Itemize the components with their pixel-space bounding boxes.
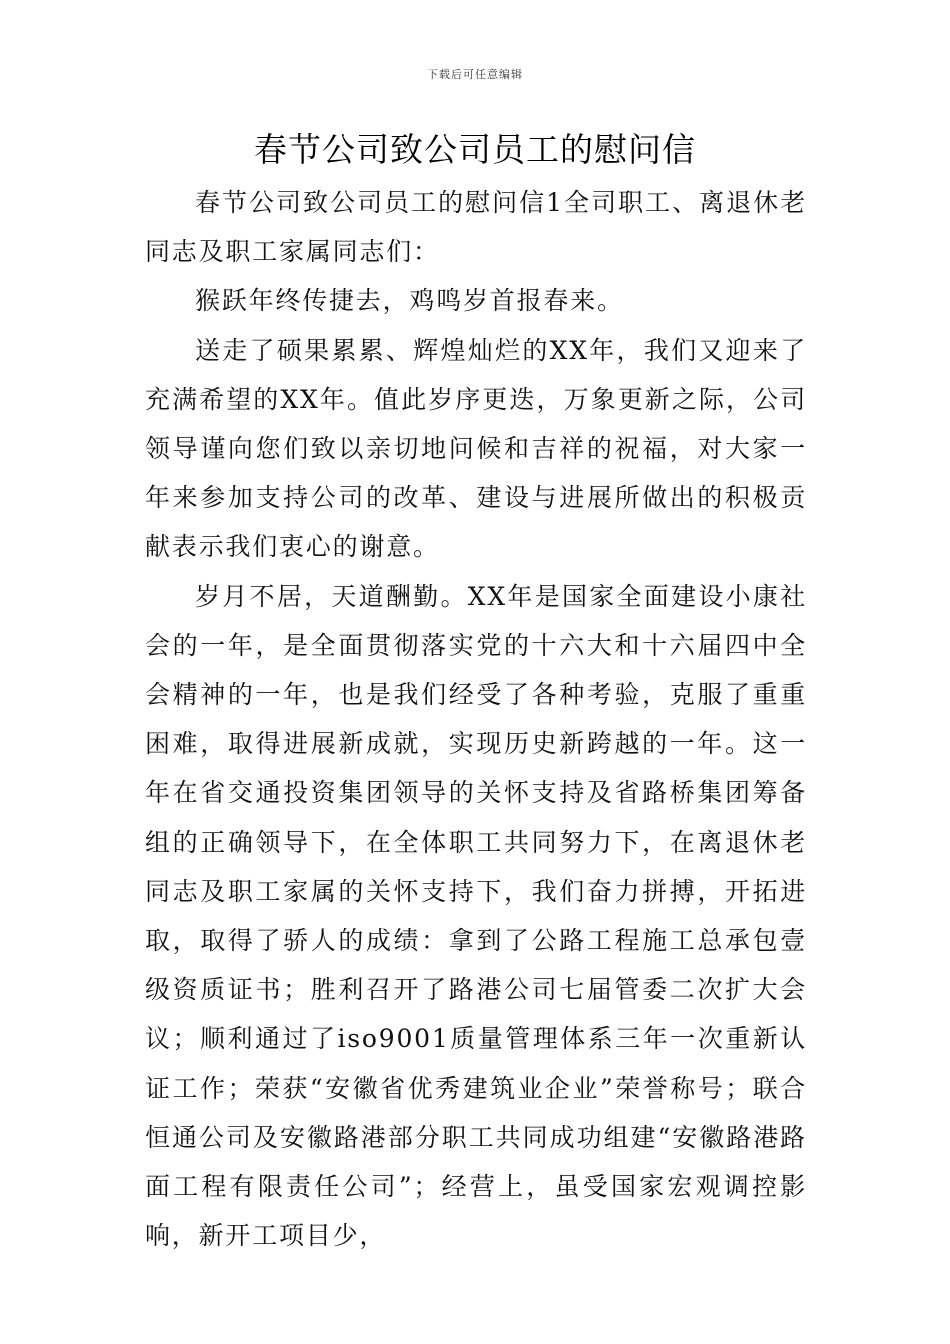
document-title: 春节公司致公司员工的慰问信 xyxy=(254,130,696,169)
body-paragraph-greeting: 送走了硕果累累、辉煌灿烂的XX年，我们又迎来了充满希望的XX年。值此岁序更迭，万象更新之际，公司领导谨向您们致以亲切地问候和吉祥的祝福，对大家一年来参加支持公司的改革、建设与进展所做出的积极贡献表示我们衷心的谢意。 xyxy=(145,335,807,562)
document-body xyxy=(145,178,807,1260)
header-note: 下载后可任意编辑 xyxy=(427,68,523,81)
body-paragraph-salutation: 春节公司致公司员工的慰问信1全司职工、离退休老同志及职工家属同志们： xyxy=(145,188,807,267)
body-paragraph-couplet: 猴跃年终传捷去，鸡鸣岁首报春来。 xyxy=(195,286,624,316)
body-paragraph-achievements: 岁月不居，天道酬勤。XX年是国家全面建设小康社会的一年，是全面贯彻落实党的十六大和十六届四中全会精神的一年，也是我们经受了各种考验，克服了重重困难，取得进展新成就，实现历史新跨越的一年。这一年在省交通投资集团领导的关怀支持及省路桥集团筹备组的正确领导下，在全体职工共同努力下，在离退休老同志及职工家属的关怀支持下，我们奋力拼搏，开拓进取，取得了骄人的成绩：拿到了公路工程施工总承包壹级资质证书；胜利召开了路港公司七届管委二次扩大会议；顺利通过了iso9001质量管理体系三年一次重新认证工作；荣获“安徽省优秀建筑业企业”荣誉称号；联合恒通公司及安徽路港部分职工共同成功组建“安徽路港路面工程有限责任公司”；经营上，虽受国家宏观调控影响，新开工项目少， xyxy=(145,581,807,1251)
